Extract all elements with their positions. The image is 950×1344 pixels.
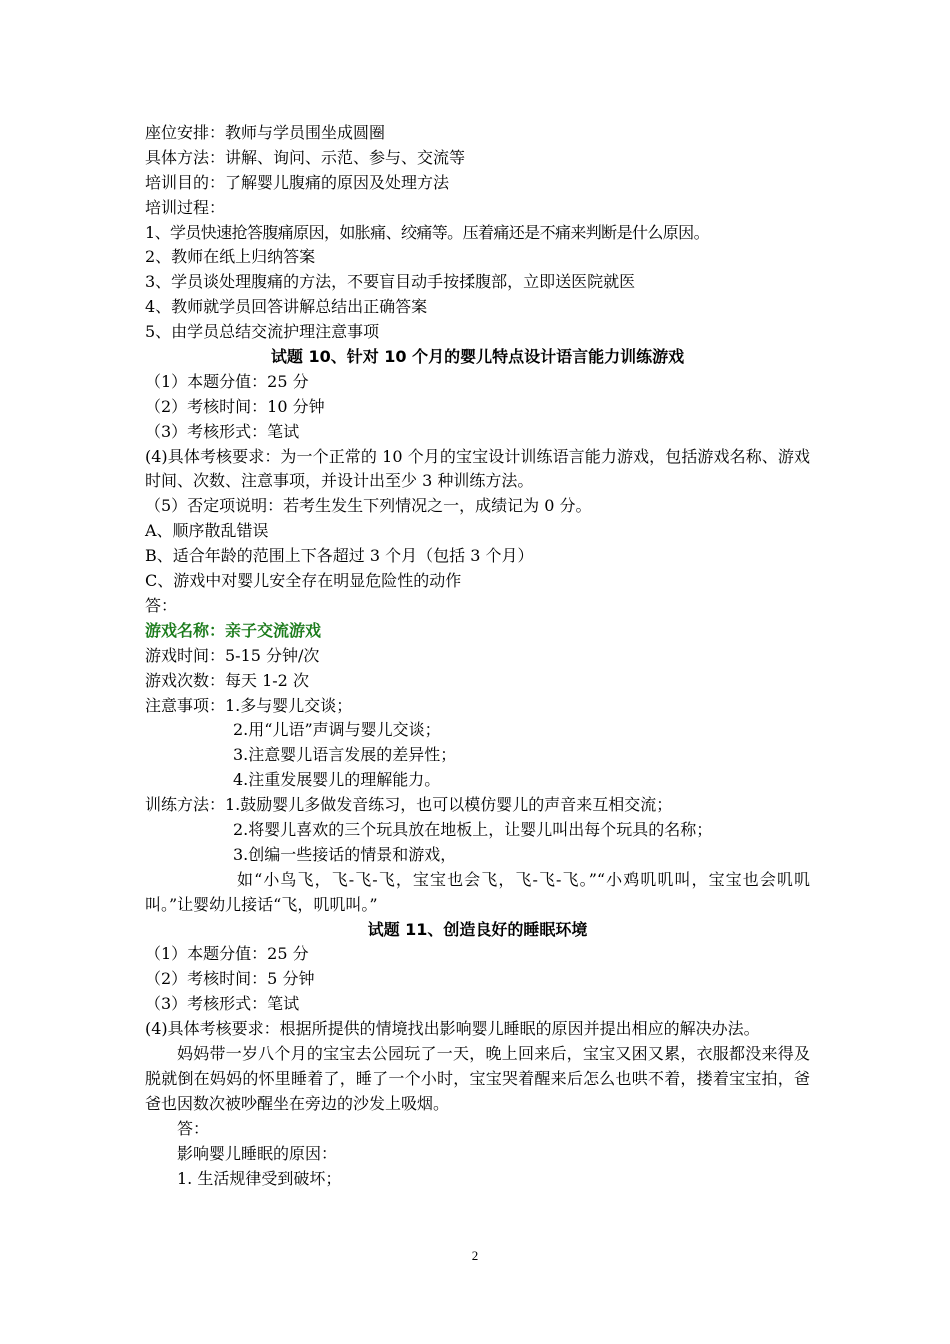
text-line: （1）本题分值：25 分 (145, 944, 309, 964)
text-line: 具体方法：讲解、询问、示范、参与、交流等 (145, 147, 466, 167)
text-line: （3）考核形式：笔试 (145, 994, 300, 1014)
requirement-paragraph: (4)具体考核要求：为一个正常的 10 个月的宝宝设计训练语言能力游戏，包括游戏名称、游戏时间、次数、注意事项，并设计出至少 3 种训练方法。 (145, 446, 810, 491)
question-11-title: 试题 11、创造良好的睡眠环境 (367, 919, 588, 939)
text-line: （5）否定项说明：若考生发生下列情况之一，成绩记为 0 分。 (145, 496, 592, 516)
text-line: 培训目的：了解婴儿腹痛的原因及处理方法 (145, 172, 450, 192)
text-line: 3.创编一些接话的情景和游戏， (233, 844, 457, 864)
text-line: 4.注重发展婴儿的理解能力。 (233, 770, 441, 790)
text-line: 培训过程： (145, 197, 226, 217)
text-line: 训练方法：1.鼓励婴儿多做发音练习，也可以模仿婴儿的声音来互相交流； (145, 795, 673, 815)
text-line: 影响婴儿睡眠的原因： (177, 1143, 338, 1163)
text-line: 2.用“儿语”声调与婴儿交谈； (233, 720, 441, 740)
text-line: B、适合年龄的范围上下各超过 3 个月（包括 3 个月） (145, 546, 534, 566)
text-line: 2、教师在纸上归纳答案 (145, 247, 316, 267)
text-line: 5、由学员总结交流护理注意事项 (145, 322, 380, 342)
document-page (145, 121, 810, 1191)
scenario-paragraph: 妈妈带一岁八个月的宝宝去公园玩了一天，晚上回来后，宝宝又困又累，衣服都没来得及脱就倒在妈妈的怀里睡着了，睡了一个小时，宝宝哭着醒来后怎么也哄不着，搂着宝宝拍，爸爸也因数次被吵醒坐在旁边的沙发上吸烟。 (145, 1044, 810, 1113)
text-line: 1、学员快速抢答腹痛原因，如胀痛、绞痛等。压着痛还是不痛来判断是什么原因。 (145, 222, 709, 242)
example-paragraph: 如“小鸟飞，飞-飞-飞，宝宝也会飞，飞-飞-飞。”“小鸡叽叽叫，宝宝也会叽叽叫。”让婴幼儿接话“飞，叽叽叫。” (145, 869, 810, 914)
text-line: 2.将婴儿喜欢的三个玩具放在地板上，让婴儿叫出每个玩具的名称； (233, 819, 713, 839)
question-10-title: 试题 10、针对 10 个月的婴儿特点设计语言能力训练游戏 (270, 347, 685, 367)
text-line: （2）考核时间：5 分钟 (145, 969, 315, 989)
text-line: 座位安排：教师与学员围坐成圆圈 (145, 123, 386, 142)
text-line: （2）考核时间：10 分钟 (145, 396, 325, 416)
answer-label: 答： (177, 1118, 210, 1138)
text-line: 注意事项：1.多与婴儿交谈； (145, 695, 353, 715)
answer-label: 答： (145, 595, 178, 615)
text-line: （1）本题分值：25 分 (145, 371, 309, 391)
page-number: 2 (471, 1248, 479, 1263)
text-line: 游戏次数：每天 1-2 次 (145, 670, 309, 690)
text-line: （3）考核形式：笔试 (145, 421, 300, 441)
text-line: 3、学员谈处理腹痛的方法，不要盲目动手按揉腹部，立即送医院就医 (145, 272, 636, 292)
text-line: C、游戏中对婴儿安全存在明显危险性的动作 (145, 571, 462, 591)
text-line: 1. 生活规律受到破坏； (177, 1168, 342, 1188)
requirement-paragraph: (4)具体考核要求：根据所提供的情境找出影响婴儿睡眠的原因并提出相应的解决办法。 (145, 1019, 760, 1039)
text-line: 4、教师就学员回答讲解总结出正确答案 (145, 297, 428, 317)
game-name-heading: 游戏名称：亲子交流游戏 (145, 620, 322, 640)
text-line: 游戏时间：5-15 分钟/次 (145, 645, 320, 665)
text-line: A、顺序散乱错误 (145, 521, 269, 541)
text-line: 3.注意婴儿语言发展的差异性； (233, 745, 457, 765)
